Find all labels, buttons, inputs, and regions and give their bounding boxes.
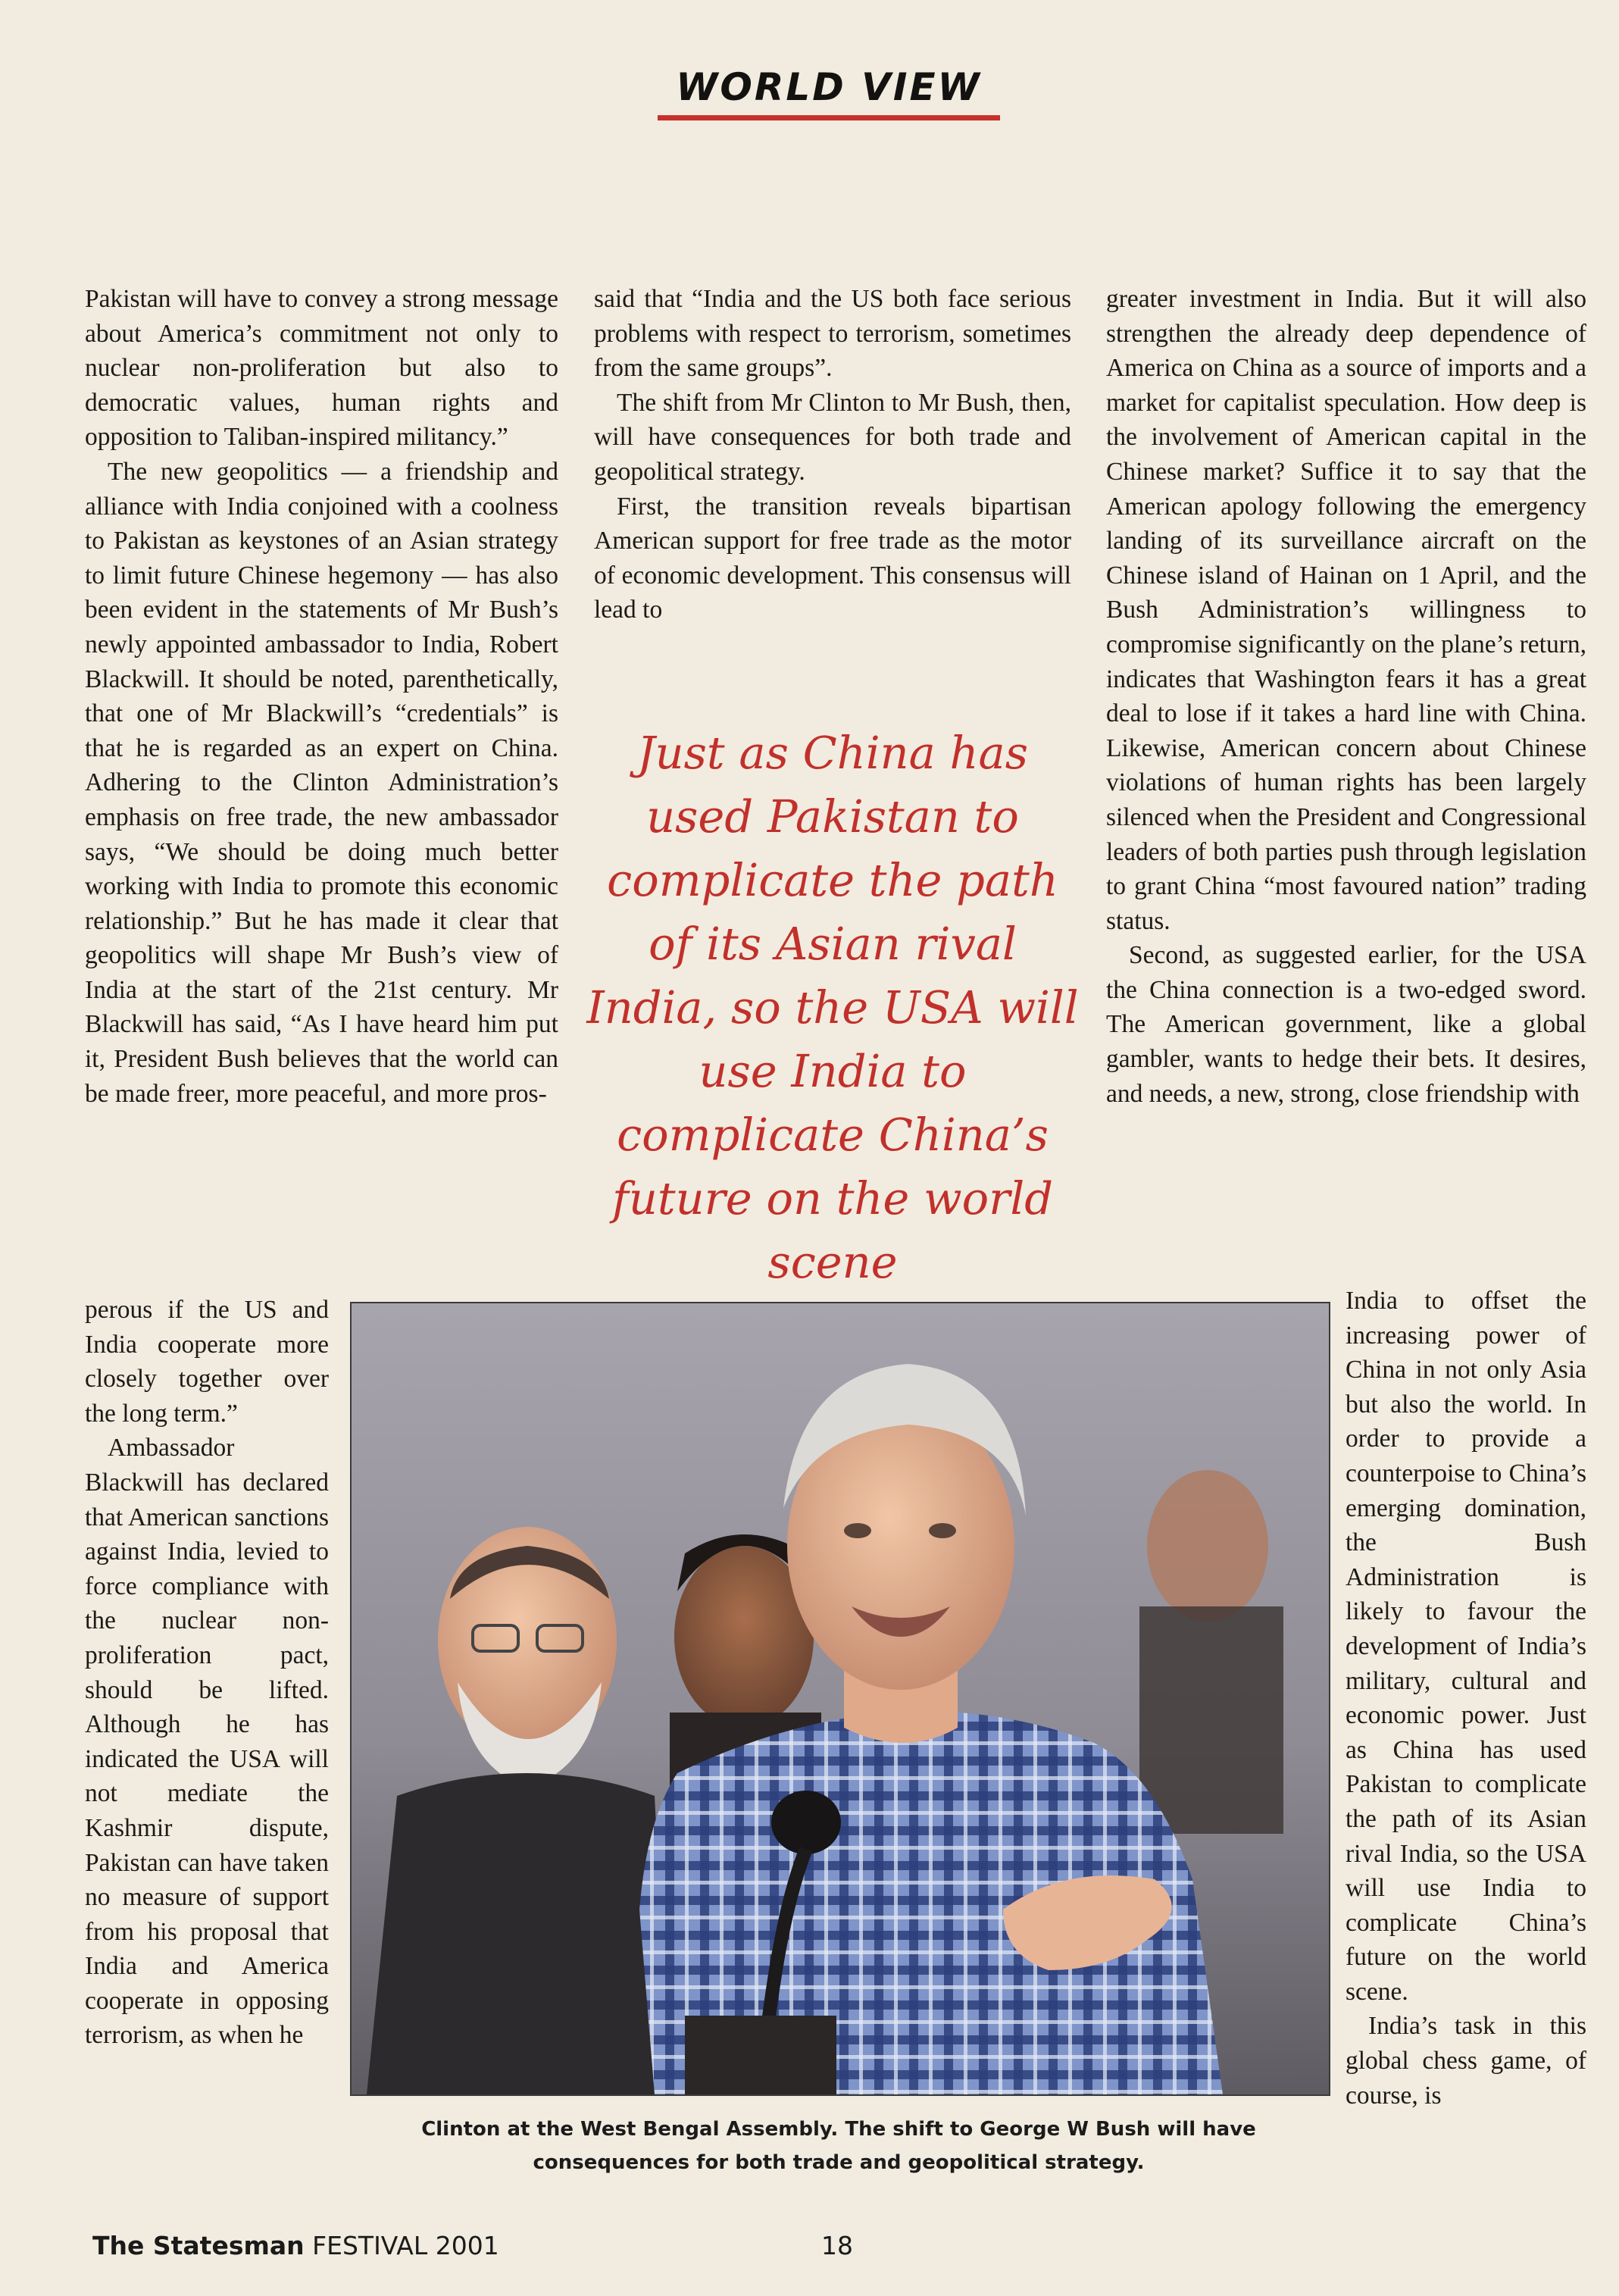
paragraph: said that “India and the US both face serious problems with respect to terrorism, sometimes from the same groups”. [594,285,1071,383]
footer-publication [92,2231,499,2260]
paragraph: Second, as suggested earlier, for the USA the China connection is a two-edged sword. The American government, like a global gambler, wants to hedge their bets. It desires, and needs, a new, strong, close friendship with [1106,941,1586,1108]
issue-name: FESTIVAL 2001 [312,2231,499,2260]
column-3-lower [1346,1284,1586,2113]
section-heading-underline [658,115,1000,120]
photo-illustration [352,1303,1329,2094]
pull-quote: Just as China has used Pakistan to complicate the path of its Asian rival India, so the USA will use India to complicate China’s future on the world scene [586,727,1079,1288]
paragraph: India’s task in this global chess game, of course, is [1346,2012,1586,2110]
publication-name: The Statesman [92,2231,305,2260]
column-2 [594,282,1071,627]
paragraph: The shift from Mr Clinton to Mr Bush, then, will have consequences for both trade and geopolitical strategy. [594,388,1071,486]
photo-caption: Clinton at the West Bengal Assembly. The shift to George W Bush will have consequences for both trade and geopolitical strategy. [421,2118,1256,2174]
column-1-upper [85,282,558,1111]
section-heading: WORLD VIEW [676,65,982,109]
column-1-lower [85,1293,329,2053]
paragraph: Ambassador Blackwill has declared that American sanctions against India, levied to force compliance with the nuclear non-proliferation pact, should be lifted. Although he has indicated the USA will not mediate the Kashmir dispute, Pakistan can have taken no measure of support from his proposal that India and America cooperate in opposing terrorism, as when he [85,1434,329,2050]
paragraph: perous if the US and India cooperate more closely together over the long term.” [85,1296,329,1428]
paragraph: The new geopolitics — a friendship and alliance with India conjoined with a coolness to Pakistan as keystones of an Asian strategy to limit future Chinese hegemony — has also been evident in the statements of Mr Bush’s newly appointed ambassador to India, Robert Blackwill. It should be noted, parenthetically, that one of Mr Blackwill’s “credentials” is that he is regarded as an expert on China. Adhering to the Clinton Administration’s emphasis on free trade, the new ambassador says, “We should be doing much better working with India to promote this economic relationship.” But he has made it clear that geopolitics will shape Mr Bush’s view of India at the start of the 21st century. Mr Blackwill has said, “As I have heard him put it, President Bush believes that the world can be made freer, more peaceful, and more pros- [85,457,558,1108]
paragraph: greater investment in India. But it will also strengthen the already deep dependence of America on China as a source of imports and a market for capitalist speculation. How deep is the involvement of American capital in the Chinese market? Suffice it to say that the American apology following the emergency landing of its surveillance aircraft on the Chinese island of Hainan on 1 April, and the Bush Administration’s willingness to compromise significantly on the plane’s return, indicates that Washington fears it has a great deal to lose if it takes a hard line with China. Likewise, American concern about Chinese violations of human rights has been largely silenced when the President and Congressional leaders of both parties push through legislation to grant China “most favoured nation” trading status. [1106,285,1586,935]
paragraph: Pakistan will have to convey a strong message about America’s commitment not only to nuclear non-proliferation but also to democratic values, human rights and opposition to Taliban-inspired militancy.” [85,285,558,452]
column-3-upper [1106,282,1586,1111]
paragraph: India to offset the increasing power of China in not only Asia but also the world. In order to provide a counterpoise to China’s emerging domination, the Bush Administration is likely to favour the development of India’s military, cultural and economic power. Just as China has used Pakistan to complicate the path of its Asian rival India, so the USA will use India to complicate China’s future on the world scene. [1346,1287,1586,2006]
show-through-text [727,174,1152,288]
page-number: 18 [821,2231,853,2260]
paragraph: First, the transition reveals bipartisan American support for free trade as the motor of economic development. This consensus will lead to [594,492,1071,624]
news-photo [350,1302,1330,2096]
